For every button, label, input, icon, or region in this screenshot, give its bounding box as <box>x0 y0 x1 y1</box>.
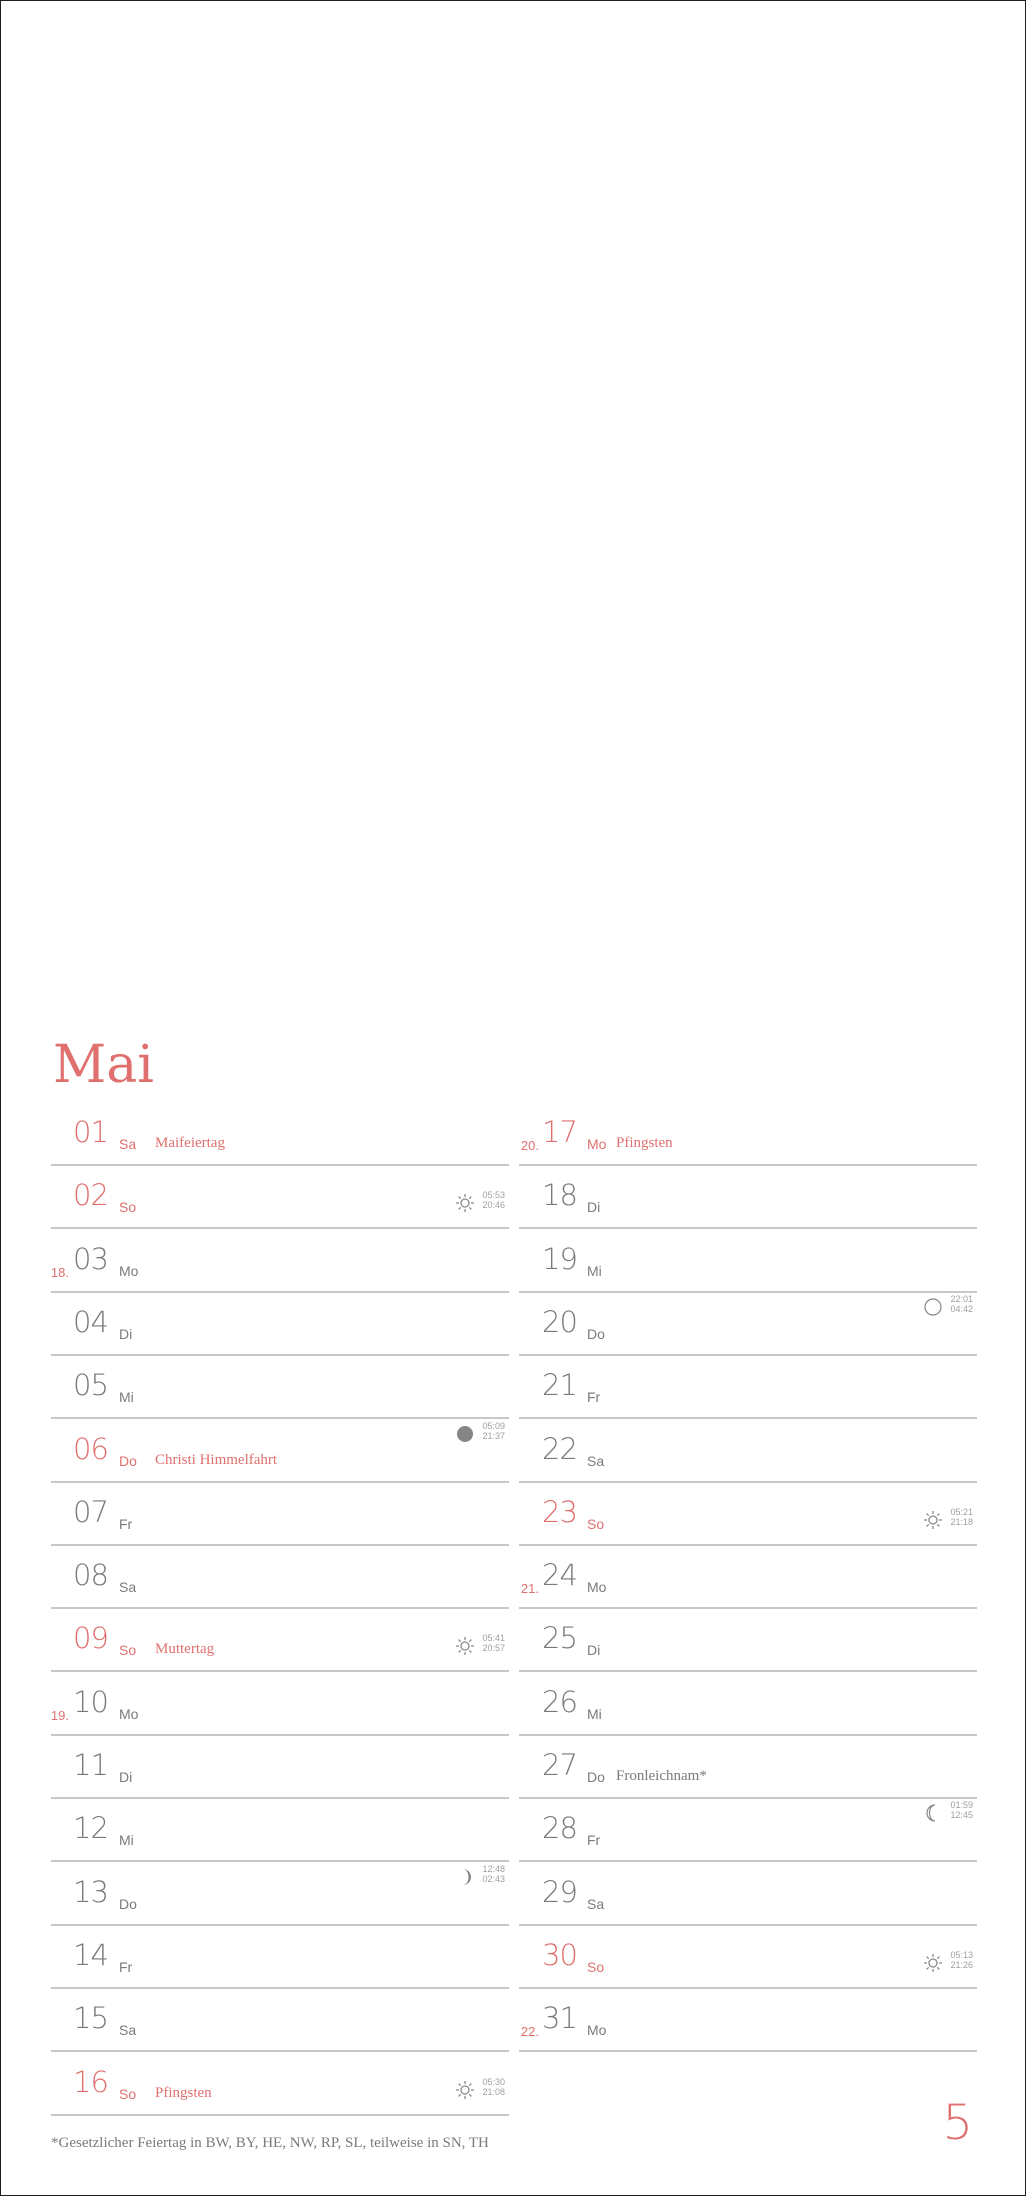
day-row <box>519 1799 977 1862</box>
day-number: 09 <box>73 1621 108 1656</box>
footnote: *Gesetzlicher Feiertag in BW, BY, HE, NW, RP, SL, teilweise in SN, TH <box>51 2135 489 2151</box>
sunset-time: 21:08 <box>482 2086 505 2097</box>
weekday: Mo <box>587 2022 607 2039</box>
day-row <box>519 1926 977 1989</box>
day-row <box>51 1736 509 1799</box>
day-note: Muttertag <box>155 1641 215 1658</box>
day-number: 23 <box>542 1494 577 1529</box>
day-number: 18 <box>542 1178 577 1213</box>
day-row <box>51 1863 509 1926</box>
day-number: 24 <box>542 1558 577 1593</box>
weekday: So <box>119 1642 137 1659</box>
day-note: Christi Himmelfahrt <box>155 1451 278 1468</box>
day-row <box>519 1166 977 1229</box>
day-row <box>51 1230 509 1293</box>
weekday: Mo <box>119 1705 139 1722</box>
day-row <box>51 1673 509 1736</box>
day-row <box>519 1293 977 1356</box>
weekday: Do <box>587 1325 605 1342</box>
sunrise-time: 05:53 <box>482 1190 505 1201</box>
calendar-week: 22. <box>520 2024 539 2040</box>
day-row <box>51 1926 509 1989</box>
weekday: Mi <box>119 1832 134 1849</box>
moon-time-2: 21:37 <box>482 1430 505 1441</box>
month-title: Mai <box>53 1035 154 1095</box>
sun-times-text <box>950 1507 973 1527</box>
day-number: 15 <box>73 2001 108 2036</box>
day-row <box>51 1420 509 1483</box>
moon-time-2: 04:42 <box>950 1303 973 1314</box>
day-row <box>51 1989 509 2052</box>
moon-phase <box>445 1421 505 1447</box>
day-row <box>51 1293 509 1356</box>
day-number: 10 <box>73 1684 108 1719</box>
day-number: 17 <box>542 1115 577 1149</box>
day-number: 02 <box>73 1178 108 1213</box>
weekday: Di <box>587 1199 601 1216</box>
day-row <box>51 1356 509 1419</box>
moon-times-text <box>482 1421 505 1441</box>
day-number: 20 <box>542 1304 577 1339</box>
weekday: Mo <box>587 1579 607 1596</box>
full-moon-icon <box>455 1424 475 1444</box>
sun-icon <box>455 1193 475 1213</box>
weekday: Fr <box>587 1832 601 1849</box>
weekday: Fr <box>119 1515 133 1532</box>
day-number: 31 <box>542 2001 577 2036</box>
weekday: So <box>587 1515 605 1532</box>
day-row <box>519 1673 977 1736</box>
day-number: 22 <box>542 1431 577 1466</box>
day-number: 04 <box>73 1304 108 1339</box>
moon-times-text <box>482 1864 505 1884</box>
day-row <box>51 2053 509 2116</box>
weekday: Sa <box>119 1136 137 1152</box>
weekday: Do <box>119 1452 137 1469</box>
sun-times-text <box>482 2077 505 2097</box>
sun-icon <box>455 1636 475 1656</box>
calendar-week: 20. <box>520 1138 539 1153</box>
day-row <box>51 1609 509 1672</box>
weekday: Do <box>119 1895 137 1912</box>
day-row <box>519 1989 977 2052</box>
day-row <box>519 1230 977 1293</box>
weekday: Fr <box>119 1958 133 1975</box>
weekday: So <box>119 2085 137 2102</box>
weekday: Do <box>587 1769 605 1785</box>
sunrise-time: 05:41 <box>482 1633 505 1644</box>
sun-times-text <box>950 1950 973 1970</box>
day-row <box>519 1736 977 1799</box>
moon-time-1: 12:48 <box>482 1863 505 1874</box>
sun-icon <box>923 1510 943 1530</box>
day-number: 27 <box>542 1748 577 1782</box>
calendar-week: 18. <box>50 1264 69 1280</box>
moon-times-text <box>950 1294 973 1314</box>
day-number: 30 <box>542 1937 577 1972</box>
moon-phase <box>913 1294 973 1320</box>
day-note: Maifeiertag <box>155 1135 225 1151</box>
day-number: 08 <box>73 1558 108 1593</box>
day-number: 14 <box>73 1937 108 1972</box>
sun-times-text <box>482 1190 505 1210</box>
sun-times-text <box>482 1633 505 1653</box>
moon-times-text <box>950 1800 973 1820</box>
day-row <box>519 1863 977 1926</box>
day-number: 13 <box>73 1874 108 1909</box>
day-number: 11 <box>73 1748 108 1782</box>
sunrise-time: 05:30 <box>482 2076 505 2087</box>
day-number: 12 <box>73 1811 108 1846</box>
sunrise-time: 05:13 <box>950 1949 973 1960</box>
last-quarter-moon-icon <box>455 1867 475 1887</box>
sunset-time: 21:26 <box>950 1959 973 1970</box>
weekday: Sa <box>119 1579 137 1596</box>
day-number: 25 <box>542 1621 577 1656</box>
calendar-week: 19. <box>50 1707 69 1723</box>
new-moon-icon <box>923 1297 943 1317</box>
page-number: 5 <box>942 2095 973 2151</box>
moon-phase <box>445 1864 505 1890</box>
day-row <box>519 1356 977 1419</box>
weekday: Mi <box>587 1262 602 1279</box>
day-number: 19 <box>542 1241 577 1276</box>
day-number: 06 <box>73 1431 108 1466</box>
sunset-time: 20:46 <box>482 1200 505 1211</box>
weekday: Mi <box>119 1389 134 1406</box>
day-number: 16 <box>73 2064 108 2099</box>
day-row <box>519 1103 977 1166</box>
day-row <box>519 1483 977 1546</box>
day-row <box>51 1799 509 1862</box>
day-row <box>51 1546 509 1609</box>
day-row <box>51 1166 509 1229</box>
calendar-week: 21. <box>520 1581 539 1597</box>
sun-icon <box>455 2080 475 2100</box>
weekday: Mo <box>119 1262 139 1279</box>
weekday: Di <box>587 1642 601 1659</box>
weekday: So <box>119 1199 137 1216</box>
sunset-time: 21:18 <box>950 1516 973 1527</box>
moon-time-1: 22:01 <box>950 1293 973 1304</box>
day-number: 29 <box>542 1874 577 1909</box>
sunrise-time: 05:21 <box>950 1506 973 1517</box>
weekday: Sa <box>587 1895 605 1912</box>
day-number: 21 <box>542 1368 577 1403</box>
weekday: Di <box>119 1769 133 1785</box>
sunset-time: 20:57 <box>482 1643 505 1654</box>
weekday: Mo <box>587 1136 607 1152</box>
weekday: Di <box>119 1325 133 1342</box>
day-number: 03 <box>73 1241 108 1276</box>
day-number: 07 <box>73 1494 108 1529</box>
moon-time-1: 05:09 <box>482 1420 505 1431</box>
day-row <box>51 1103 509 1166</box>
day-row <box>519 1609 977 1672</box>
weekday: Mi <box>587 1705 602 1722</box>
weekday: Sa <box>587 1452 605 1469</box>
moon-time-2: 02:43 <box>482 1873 505 1884</box>
day-note: Fronleichnam* <box>616 1768 707 1784</box>
sun-icon <box>923 1953 943 1973</box>
day-row <box>51 1483 509 1546</box>
day-row <box>519 1546 977 1609</box>
day-note: Pfingsten <box>155 2084 212 2101</box>
moon-time-1: 01:59 <box>950 1800 973 1811</box>
day-number: 28 <box>542 1811 577 1846</box>
first-quarter-moon-icon <box>923 1803 943 1823</box>
moon-phase <box>913 1800 973 1826</box>
day-number: 05 <box>73 1368 108 1403</box>
moon-time-2: 12:45 <box>950 1810 973 1821</box>
day-number: 01 <box>73 1115 108 1149</box>
weekday: So <box>587 1958 605 1975</box>
weekday: Sa <box>119 2022 137 2039</box>
day-note: Pfingsten <box>616 1135 673 1151</box>
weekday: Fr <box>587 1389 601 1406</box>
day-row <box>519 1420 977 1483</box>
day-number: 26 <box>542 1684 577 1719</box>
